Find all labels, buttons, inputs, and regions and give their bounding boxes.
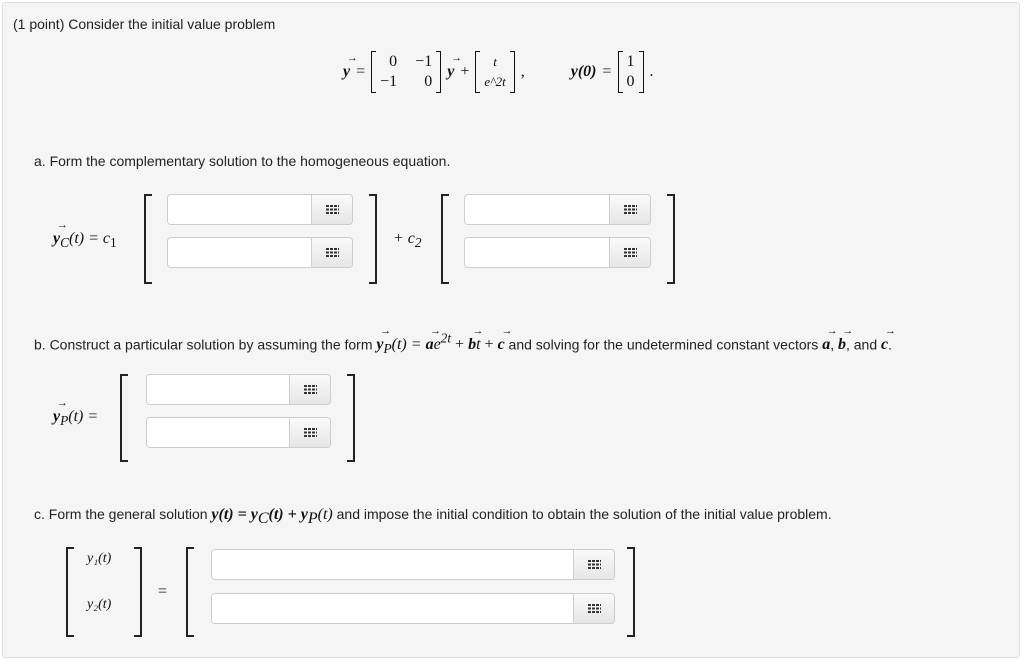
c2-text: + c (393, 230, 415, 247)
eq-sign: = (356, 63, 366, 80)
yp-lsub: P (60, 413, 69, 429)
grid-icon (624, 248, 637, 257)
input-field[interactable] (168, 195, 311, 224)
end: . (888, 336, 892, 353)
input-field[interactable] (147, 418, 289, 447)
input-field[interactable] (147, 375, 289, 404)
c2-label (393, 230, 422, 251)
equation-editor-button[interactable] (311, 238, 352, 267)
c-pre: c. Form the general solution (34, 506, 212, 522)
part-a-label: a. Form the complementary solution to the homogeneous equation. (34, 153, 451, 169)
a12: −1 (415, 53, 433, 70)
matrix-a (371, 51, 441, 93)
c-vec: c → (498, 336, 505, 354)
ic-eq: = (602, 63, 612, 80)
f1: t (493, 54, 497, 69)
equation-editor-button[interactable] (609, 238, 650, 267)
y1-input[interactable] (211, 549, 615, 580)
grid-icon (624, 205, 637, 214)
equation-editor-button[interactable] (573, 550, 614, 579)
problem-panel (2, 2, 1020, 658)
comma: , (520, 63, 525, 80)
yc2-row2-input[interactable] (464, 237, 651, 268)
ic2: 0 (626, 73, 635, 90)
equation-editor-button[interactable] (289, 375, 330, 404)
yc2-row1-input[interactable] (464, 194, 651, 225)
c-mid: (t) + y (268, 506, 308, 523)
grid-icon (304, 428, 317, 437)
y-vec: y → (447, 63, 454, 81)
yc-y: y → (53, 230, 60, 248)
yc1-row2-input[interactable] (167, 237, 353, 268)
c1-sub: 1 (110, 235, 117, 251)
equation-editor-button[interactable] (311, 195, 352, 224)
yc1-row1-input[interactable] (167, 194, 353, 225)
ic1: 1 (626, 53, 635, 70)
y2-label: y₂(t) (87, 597, 112, 612)
part-c-label (34, 506, 832, 528)
c-subc: C (257, 509, 269, 527)
part-b-label (34, 331, 892, 358)
grid-icon (326, 205, 339, 214)
plus: + (460, 63, 470, 80)
plus1: + (451, 336, 469, 354)
yc-sub: C (60, 235, 69, 251)
yp-sub: P (383, 341, 392, 357)
input-field[interactable] (465, 195, 609, 224)
yp: y → (376, 336, 383, 354)
t: t (476, 336, 481, 354)
vb: b → (838, 336, 846, 354)
a22: 0 (424, 73, 433, 90)
yp-label (53, 408, 98, 429)
equation-editor-button[interactable] (609, 195, 650, 224)
b-pre: b. Construct a particular solution by assuming the form (34, 336, 377, 353)
yp-row1-input[interactable] (146, 374, 331, 405)
input-field[interactable] (465, 238, 609, 267)
yp-arg: (t) = (391, 336, 426, 354)
input-field[interactable] (168, 238, 311, 267)
period: . (649, 63, 654, 80)
equation-editor-button[interactable] (289, 418, 330, 447)
yp-y: y → (53, 408, 60, 426)
a21: −1 (380, 73, 398, 90)
e: e (433, 336, 441, 354)
y-prime: y → (343, 63, 350, 81)
equals-sign: = (158, 583, 168, 600)
yp-larg: (t) = (68, 408, 99, 425)
a-vec: a → (426, 336, 434, 354)
yp-row2-input[interactable] (146, 417, 331, 448)
input-field[interactable] (212, 550, 573, 579)
equation-editor-button[interactable] (573, 594, 614, 623)
c-subp: P (307, 509, 318, 527)
a11: 0 (389, 53, 398, 70)
grid-icon (588, 560, 601, 569)
grid-icon (304, 385, 317, 394)
ic-vector (618, 51, 644, 93)
ic-lhs: y(0) (570, 63, 597, 80)
c-post: and impose the initial condition to obtain the solution of the initial value problem. (332, 506, 832, 522)
va: a → (822, 336, 830, 354)
c-eq: y(t) = y (211, 506, 258, 523)
c-arg: (t) (317, 506, 333, 523)
comma1: , (830, 336, 838, 353)
exp: 2t (440, 331, 452, 346)
input-field[interactable] (212, 594, 573, 623)
b-post: and solving for the undetermined constant vectors (504, 336, 823, 353)
grid-icon (326, 248, 339, 257)
problem-intro: (1 point) Consider the initial value problem (13, 16, 276, 32)
y2-input[interactable] (211, 593, 615, 624)
grid-icon (588, 604, 601, 613)
b-vec: b → (468, 336, 476, 354)
yc-label (53, 230, 117, 251)
y1-label: y₁(t) (87, 551, 112, 566)
forcing-vector (475, 51, 514, 93)
comma2: , and (845, 336, 881, 353)
f2: e^2t (484, 74, 506, 89)
c2-sub: 2 (414, 235, 422, 251)
vc: c → (881, 336, 888, 354)
plus2: + (480, 336, 498, 354)
yc-arg: (t) = c (69, 230, 110, 247)
ivp-equation (343, 51, 654, 93)
